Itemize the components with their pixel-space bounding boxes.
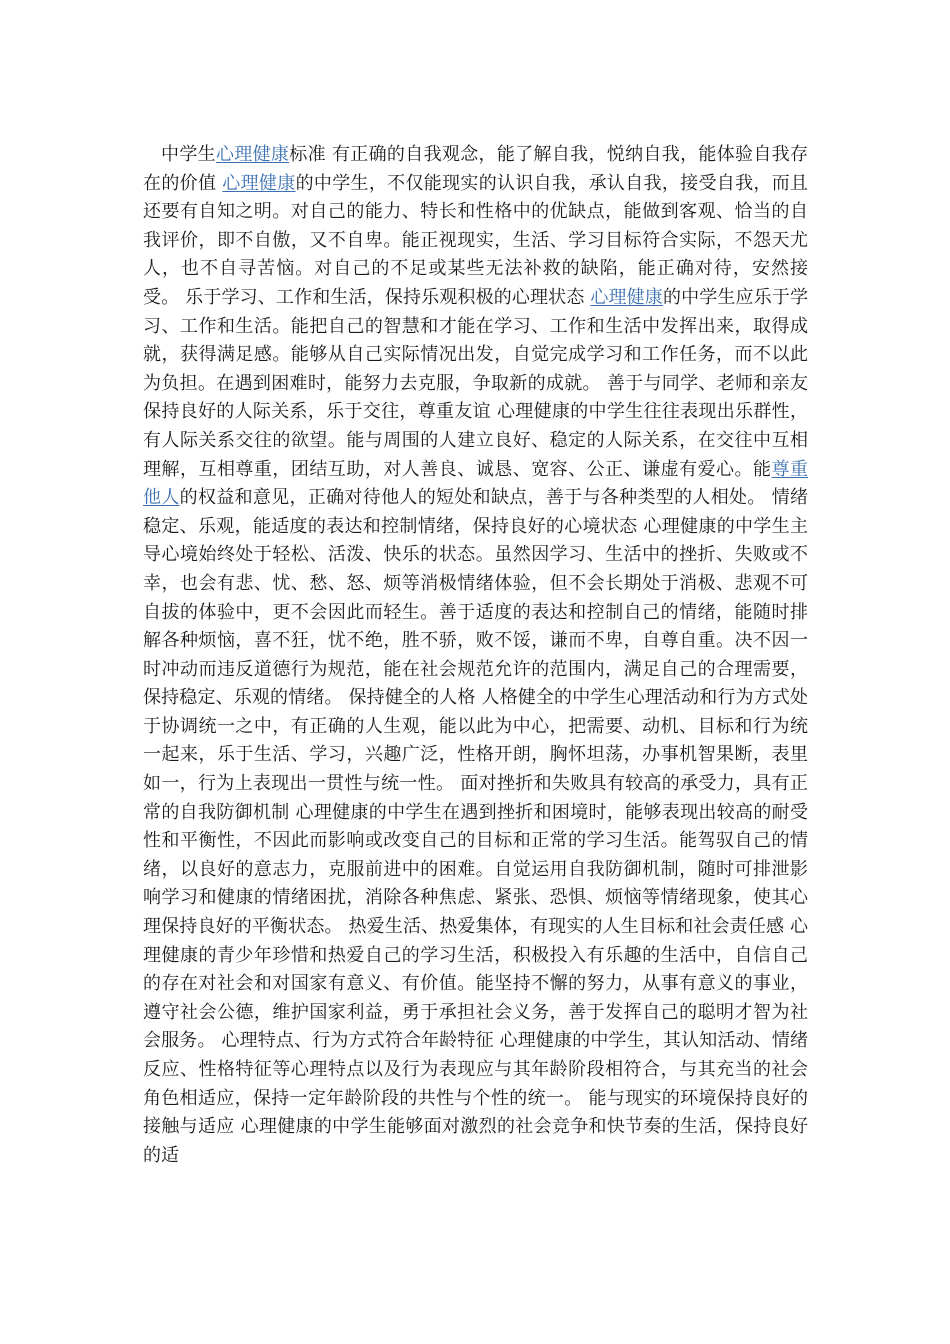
text-segment: 中学生	[161, 144, 216, 165]
body-paragraph	[143, 141, 808, 1170]
text-segment: 标准 有正确的自我观念，能了解自我，悦纳自我，能体验自我存在的价值	[143, 144, 809, 194]
text-segment: 的中学生，不仅能现实的认识自我，承认自我，接受自我，而且还要有自知之明。对自己的能力、特长和性格中的优缺点，能做到客观、恰当的自我评价，即不自傲，又不自卑。能正视现实，生活、学习目标符合实际，不怨天尤人，也不自寻苦恼。对自己的不足或某些无法补救的缺陷，能正确对待，安然接受。 乐于学习、工作和生活，保持乐观积极的心理状态	[143, 172, 809, 308]
text-segment: 的权益和意见，正确对待他人的短处和缺点，善于与各种类型的人相处。 情绪稳定、乐观，能适度的表达和控制情绪，保持良好的心境状态 心理健康的中学生主导心境始终处于轻松、活泼、快乐的状态。虽然因学习、生活中的挫折、失败或不幸，也会有悲、忧、愁、怒、烦等消极情绪体验，但不会长期处于消极、悲观不可自拔的体验中，更不会因此而轻生。善于适度的表达和控制自己的情绪，能随时排解各种烦恼，喜不狂，忧不绝，胜不骄，败不馁，谦而不卑，自尊自重。决不因一时冲动而违反道德行为规范，能在社会规范允许的范围内，满足自己的合理需要，保持稳定、乐观的情绪。 保持健全的人格 人格健全的中学生心理活动和行为方式处于协调统一之中，有正确的人生观，能以此为中心，把需要、动机、目标和行为统一起来，乐于生活、学习，兴趣广泛，性格开朗，胸怀坦荡，办事机智果断，表里如一，行为上表现出一贯性与统一性。 面对挫折和失败具有较高的承受力，具有正常的自我防御机制 心理健康的中学生在遇到挫折和困境时，能够表现出较高的耐受性和平衡性，不因此而影响或改变自己的目标和正常的学习生活。能驾驭自己的情绪，以良好的意志力，克服前进中的困难。自觉运用自我防御机制，随时可排泄影响学习和健康的情绪困扰，消除各种焦虑、紧张、恐惧、烦恼等情绪现象，使其心理保持良好的平衡状态。 热爱生活、热爱集体，有现实的人生目标和社会责任感 心理健康的青少年珍惜和热爱自己的学习生活，积极投入有乐趣的生活中，自信自己的存在对社会和对国家有意义、有价值。能坚持不懈的努力，从事有意义的事业，遵守社会公德，维护国家利益，勇于承担社会义务，善于发挥自己的聪明才智为社会服务。 心理特点、行为方式符合年龄特征 心理健康的中学生，其认知活动、情绪反应、性格特征等心理特点以及行为表现应与其年龄阶段相符合，与其充当的社会角色相适应，保持一定年龄阶段的共性与个性的统一。 能与现实的环境保持良好的接触与适应 心理健康的中学生能够面对激烈的社会竞争和快节奏的生活，保持良好的适	[143, 487, 809, 1166]
text-segment: 的中学生应乐于学习、工作和生活。能把自己的智慧和才能在学习、工作和生活中发挥出来，取得成就，获得满足感。能够从自己实际情况出发，自觉完成学习和工作任务，而不以此为负担。在遇到困难时，能努力去克服，争取新的成就。 善于与同学、老师和亲友保持良好的人际关系，乐于交往，尊重友谊 心理健康的中学生往往表现出乐群性，有人际关系交往的欲望。能与周围的人建立良好、稳定的人际关系，在交往中互相理解，互相尊重，团结互助，对人善良、诚恳、宽容、公正、谦虚有爱心。能	[143, 286, 809, 480]
link-respect-others[interactable]: 尊重他人	[143, 458, 809, 509]
link-mental-health[interactable]: 心理健康	[222, 172, 296, 194]
link-mental-health[interactable]: 心理健康	[215, 144, 290, 165]
link-mental-health[interactable]: 心理健康	[590, 286, 663, 308]
